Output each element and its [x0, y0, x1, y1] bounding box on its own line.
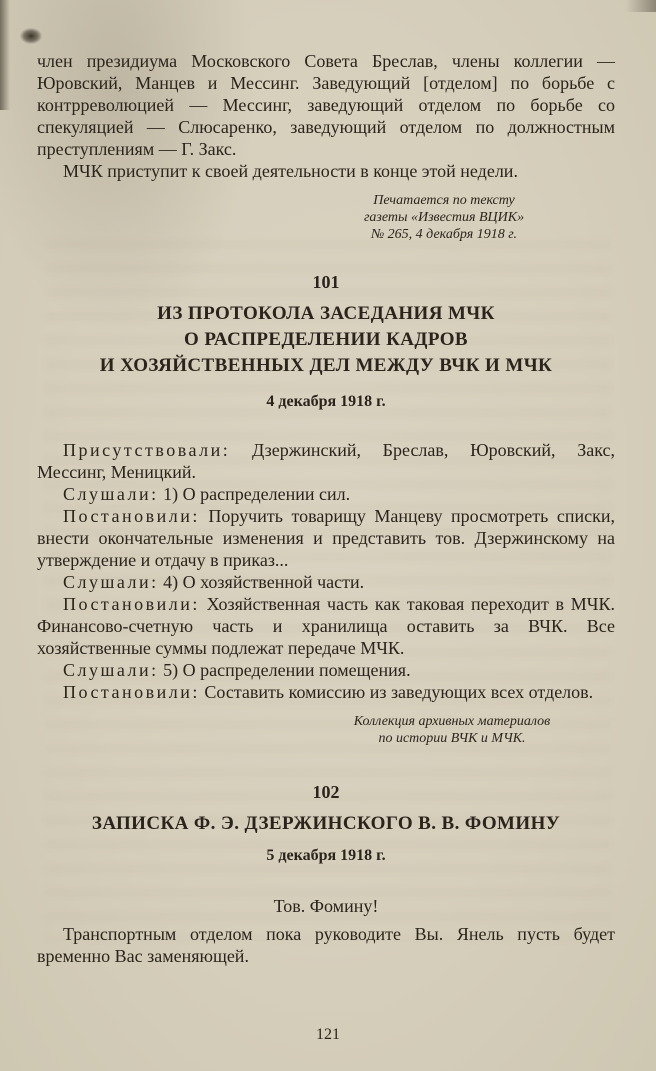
note-body: Транспортным отделом пока руководите Вы. Янель пусть будет временно Вас заменяющей.	[37, 924, 615, 966]
protocol-paragraph	[37, 505, 615, 571]
document-title-line: О РАСПРЕДЕЛЕНИИ КАДРОВ	[184, 329, 468, 350]
protocol-paragraph	[37, 593, 615, 659]
document-title	[37, 811, 615, 837]
document-number: 102	[312, 782, 340, 802]
paragraph-lead: Постановили:	[63, 682, 200, 702]
document-title-line: ИЗ ПРОТОКОЛА ЗАСЕДАНИЯ МЧК	[157, 303, 495, 324]
document-number: 101	[312, 272, 340, 292]
paragraph-lead: Присутствовали:	[63, 440, 231, 460]
paragraph-text: 4) О хозяйственной части.	[163, 572, 365, 592]
document-date: 4 декабря 1918 г.	[266, 393, 386, 410]
page-content	[37, 50, 615, 967]
intro-paragraph: МЧК приступит к своей деятельности в конце этой недели.	[63, 161, 518, 181]
paragraph-text: 5) О распределении помещения.	[163, 660, 411, 680]
protocol-paragraph	[37, 681, 615, 703]
paragraph-text: Хозяйственная часть как таковая переходит в МЧК. Финансово-счетную часть и хранилища оставить за ВЧК. Все хозяйственные суммы подлежат передаче МЧК.	[37, 594, 615, 658]
source-note-line: газеты «Известия ВЦИК»	[363, 210, 525, 225]
page-number: 121	[316, 1026, 340, 1043]
paragraph-text: 1) О распределении сил.	[163, 484, 351, 504]
ink-smudge	[20, 28, 42, 44]
paragraph-text: Поручить товарищу Манцеву просмотреть списки, внести окончательные изменения и представить тов. Дзержинскому на утверждение и отдачу в приказ...	[37, 506, 615, 570]
salutation: Тов. Фомину!	[273, 896, 379, 916]
intro-paragraph: член президиума Московского Совета Бреслав, члены коллегии — Юровский, Манцев и Мессинг. Заведующий [отделом] по борьбе с контрреволюцией — Мессинг, заведующий отделом по борьбе со спекуляцией — Слюсаренко, заведующий отделом по должностным преступлениям — Г. Закс.	[37, 51, 615, 159]
source-note-line: Печатается по тексту	[373, 193, 515, 208]
paragraph-text: Дзержинский, Бреслав, Юровский, Закс, Мессинг, Меницкий.	[37, 440, 615, 482]
document-title	[37, 301, 615, 379]
protocol-paragraph	[37, 439, 615, 483]
paragraph-lead: Слушали:	[63, 484, 159, 504]
protocol-paragraph	[37, 483, 615, 505]
protocol-paragraph	[37, 659, 615, 681]
paragraph-lead: Постановили:	[63, 594, 200, 614]
source-note-line: Коллекция архивных материалов	[353, 714, 551, 729]
paragraph-lead: Слушали:	[63, 660, 159, 680]
source-note	[309, 192, 579, 243]
scan-edge-shadow-right	[626, 0, 656, 12]
paragraph-lead: Слушали:	[63, 572, 159, 592]
document-title-line: ЗАПИСКА Ф. Э. ДЗЕРЖИНСКОГО В. В. ФОМИНУ	[91, 813, 561, 834]
paragraph-text: Составить комиссию из заведующих всех отделов.	[204, 682, 594, 702]
scan-edge-shadow-left	[0, 0, 10, 110]
document-title-line: И ХОЗЯЙСТВЕННЫХ ДЕЛ МЕЖДУ ВЧК И МЧК	[99, 355, 553, 376]
protocol-paragraph	[37, 571, 615, 593]
document-date: 5 декабря 1918 г.	[266, 847, 386, 864]
paragraph-lead: Постановили:	[63, 506, 200, 526]
source-note	[307, 713, 597, 747]
source-note-line: № 265, 4 декабря 1918 г.	[370, 227, 517, 242]
source-note-line: по истории ВЧК и МЧК.	[378, 731, 526, 746]
